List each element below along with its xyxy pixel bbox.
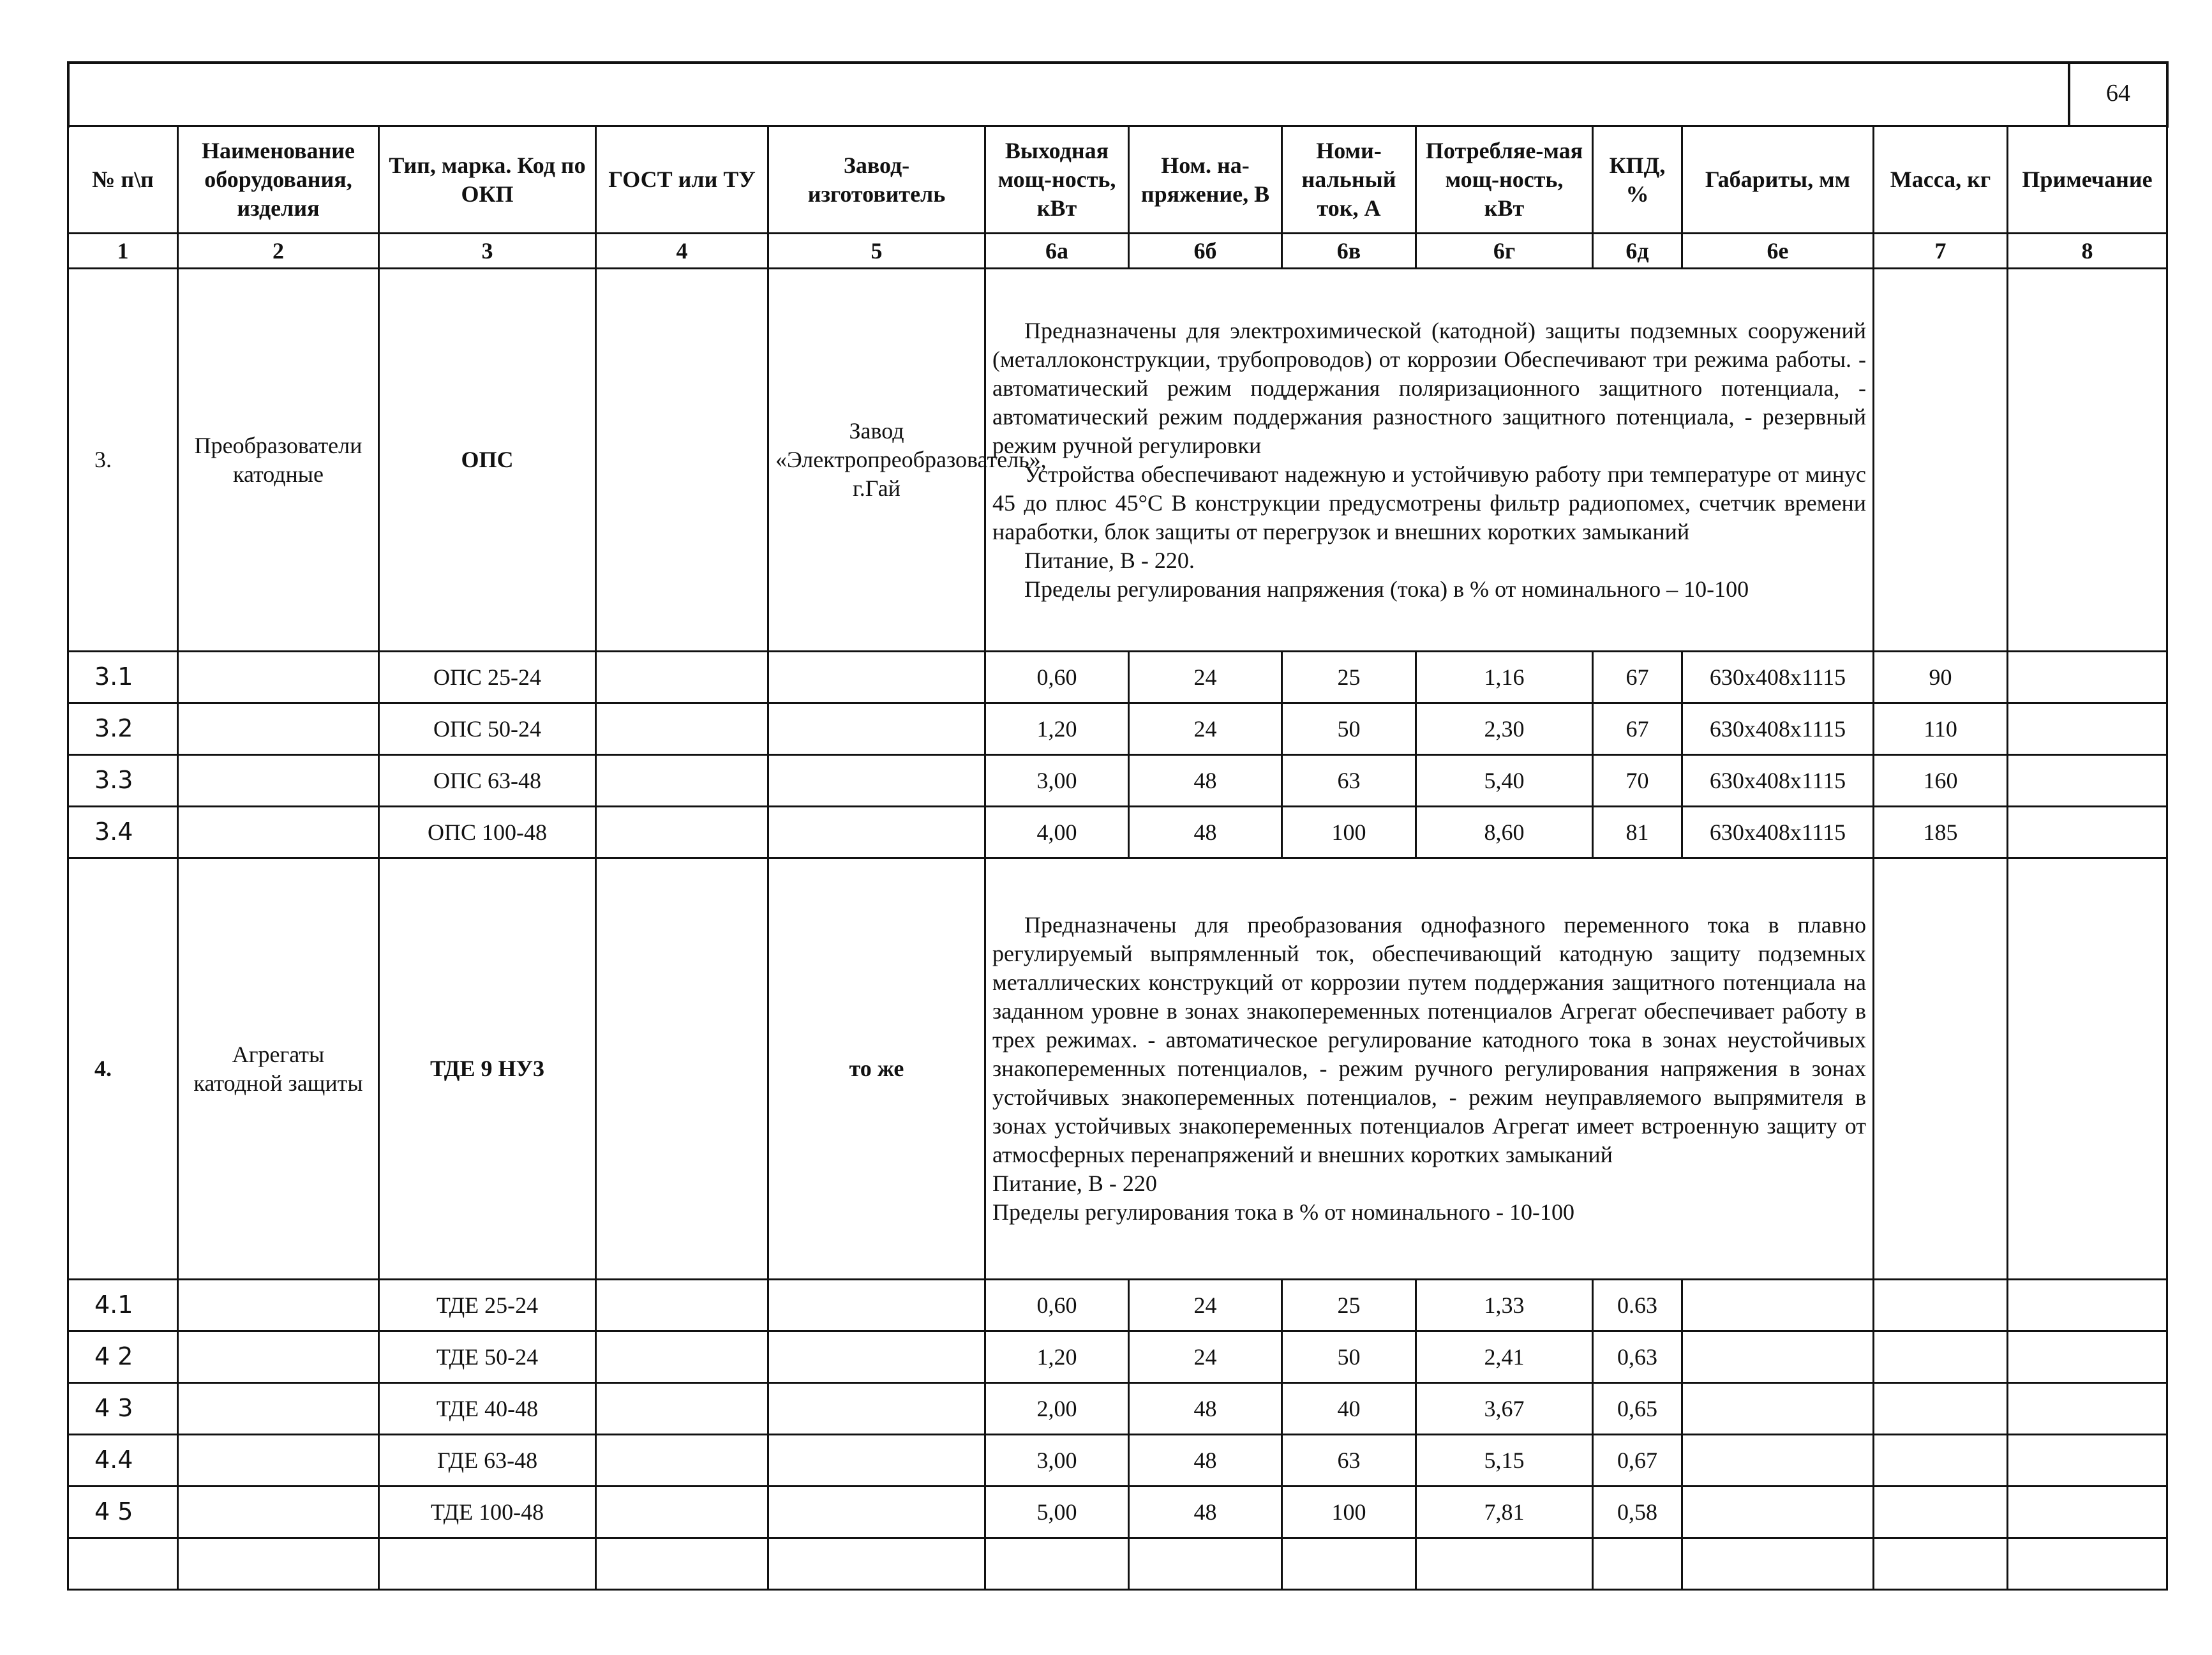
row-dimensions: 630x408x1115 — [1682, 807, 1874, 858]
empty-cell — [2008, 1538, 2167, 1590]
row-mass — [1874, 1331, 2008, 1383]
row-name — [178, 703, 379, 755]
row-input-power: 1,33 — [1416, 1280, 1593, 1331]
header-cell: Ном. на-пряжение, В — [1129, 126, 1282, 234]
row-efficiency: 0,63 — [1593, 1331, 1682, 1383]
row-number: 3.1 — [68, 652, 178, 703]
header-cell: Масса, кг — [1874, 126, 2008, 234]
row-output-power: 1,20 — [985, 1331, 1129, 1383]
column-number: 4 — [596, 234, 768, 269]
row-number: 4 5 — [68, 1487, 178, 1538]
header-cell: Тип, марка. Код по ОКП — [379, 126, 596, 234]
empty-cell — [1129, 1538, 1282, 1590]
description-paragraph: Предназначены для электрохимической (катодной) защиты подземных сооружений (металлоконструкции, трубопроводов) от коррозии Обеспечивают три режима работы. - автоматический режим поддержания поляризационного защитного потенциала, - автоматический режим поддержания разностного защитного потенциала, - резервный режим ручной регулировки — [992, 317, 1866, 458]
row-current: 63 — [1282, 1435, 1416, 1487]
regulation-range-text: Пределы регулирования тока в % от номинального - 10-100 — [992, 1199, 1575, 1225]
column-number-row — [68, 234, 2167, 269]
row-voltage: 48 — [1129, 1435, 1282, 1487]
row-output-power: 1,20 — [985, 703, 1129, 755]
row-manufacturer — [768, 652, 985, 703]
row-gost — [596, 1331, 768, 1383]
row-efficiency: 0,58 — [1593, 1487, 1682, 1538]
column-number: 6д — [1593, 234, 1682, 269]
row-type: ОПС 100-48 — [379, 807, 596, 858]
row-note — [2008, 1487, 2167, 1538]
row-mass — [1874, 1280, 2008, 1331]
header-cell: Габариты, мм — [1682, 126, 1874, 234]
row-gost — [596, 703, 768, 755]
column-number: 3 — [379, 234, 596, 269]
empty-cell — [1282, 1538, 1416, 1590]
row-mass: 185 — [1874, 807, 2008, 858]
row-current: 50 — [1282, 703, 1416, 755]
row-number: 4.4 — [68, 1435, 178, 1487]
group-manufacturer: Завод «Электропреобразователь», г.Гай — [768, 269, 985, 652]
row-dimensions — [1682, 1383, 1874, 1435]
table-row — [68, 703, 2167, 755]
empty-cell — [379, 1538, 596, 1590]
row-voltage: 24 — [1129, 1280, 1282, 1331]
row-note — [2008, 755, 2167, 807]
page-number: 64 — [2068, 61, 2166, 125]
row-dimensions: 630x408x1115 — [1682, 652, 1874, 703]
empty-cell — [985, 1538, 1129, 1590]
header-cell: Выходная мощ-ность, кВт — [985, 126, 1129, 234]
row-number: 3.2 — [68, 703, 178, 755]
row-dimensions — [1682, 1331, 1874, 1383]
row-gost — [596, 1487, 768, 1538]
table-row — [68, 652, 2167, 703]
column-number: 6а — [985, 234, 1129, 269]
row-manufacturer — [768, 755, 985, 807]
column-number: 6е — [1682, 234, 1874, 269]
row-mass — [1874, 1383, 2008, 1435]
row-input-power: 1,16 — [1416, 652, 1593, 703]
row-output-power: 3,00 — [985, 1435, 1129, 1487]
group-row-3 — [68, 269, 2167, 652]
equipment-table — [67, 125, 2168, 1591]
header-cell: № п\п — [68, 126, 178, 234]
row-output-power: 4,00 — [985, 807, 1129, 858]
column-number: 6г — [1416, 234, 1593, 269]
row-mass: 90 — [1874, 652, 2008, 703]
row-gost — [596, 755, 768, 807]
header-cell: КПД, % — [1593, 126, 1682, 234]
row-voltage: 48 — [1129, 1487, 1282, 1538]
header-cell: Наименование оборудования, изделия — [178, 126, 379, 234]
row-name — [178, 1331, 379, 1383]
row-type: ОПС 50-24 — [379, 703, 596, 755]
header-cell: ГОСТ или ТУ — [596, 126, 768, 234]
row-manufacturer — [768, 1280, 985, 1331]
row-efficiency: 67 — [1593, 652, 1682, 703]
row-dimensions — [1682, 1435, 1874, 1487]
row-note — [2008, 1280, 2167, 1331]
regulation-range-text: Пределы регулирования напряжения (тока) в % от номинального – 10-100 — [1024, 576, 1749, 602]
group-number: 3. — [68, 269, 178, 652]
table-row — [68, 1331, 2167, 1383]
column-number: 6б — [1129, 234, 1282, 269]
header-cell: Завод-изготовитель — [768, 126, 985, 234]
row-input-power: 2,41 — [1416, 1331, 1593, 1383]
group-gost — [596, 269, 768, 652]
row-output-power: 0,60 — [985, 1280, 1129, 1331]
row-voltage: 24 — [1129, 703, 1282, 755]
row-mass — [1874, 1435, 2008, 1487]
row-current: 25 — [1282, 652, 1416, 703]
row-name — [178, 1383, 379, 1435]
row-dimensions: 630x408x1115 — [1682, 703, 1874, 755]
empty-cell — [1874, 1538, 2008, 1590]
row-output-power: 2,00 — [985, 1383, 1129, 1435]
row-manufacturer — [768, 1487, 985, 1538]
row-output-power: 5,00 — [985, 1487, 1129, 1538]
row-type: ОПС 25-24 — [379, 652, 596, 703]
group-row-4 — [68, 858, 2167, 1280]
row-gost — [596, 1383, 768, 1435]
row-voltage: 24 — [1129, 1331, 1282, 1383]
row-name — [178, 807, 379, 858]
table-row-empty — [68, 1538, 2167, 1590]
row-input-power: 5,15 — [1416, 1435, 1593, 1487]
row-efficiency: 0.63 — [1593, 1280, 1682, 1331]
row-note — [2008, 807, 2167, 858]
row-current: 100 — [1282, 807, 1416, 858]
row-note — [2008, 703, 2167, 755]
row-manufacturer — [768, 1435, 985, 1487]
row-mass: 160 — [1874, 755, 2008, 807]
row-manufacturer — [768, 1383, 985, 1435]
group-name: Преобразователи катодные — [178, 269, 379, 652]
row-gost — [596, 652, 768, 703]
row-note — [2008, 652, 2167, 703]
row-input-power: 5,40 — [1416, 755, 1593, 807]
row-voltage: 48 — [1129, 1383, 1282, 1435]
header-cell: Примечание — [2008, 126, 2167, 234]
row-current: 100 — [1282, 1487, 1416, 1538]
row-efficiency: 70 — [1593, 755, 1682, 807]
row-output-power: 3,00 — [985, 755, 1129, 807]
table-row — [68, 1435, 2167, 1487]
empty-cell — [1593, 1538, 1682, 1590]
row-name — [178, 652, 379, 703]
row-dimensions — [1682, 1280, 1874, 1331]
table-row — [68, 807, 2167, 858]
header-cell: Номи-нальный ток, А — [1282, 126, 1416, 234]
empty-cell — [68, 1538, 178, 1590]
row-type: ТДЕ 50-24 — [379, 1331, 596, 1383]
row-manufacturer — [768, 703, 985, 755]
row-gost — [596, 1435, 768, 1487]
table-row — [68, 755, 2167, 807]
column-number: 6в — [1282, 234, 1416, 269]
group-manufacturer: то же — [768, 858, 985, 1280]
row-current: 40 — [1282, 1383, 1416, 1435]
row-manufacturer — [768, 807, 985, 858]
row-name — [178, 755, 379, 807]
row-current: 63 — [1282, 755, 1416, 807]
description-paragraph: Устройства обеспечивают надежную и устойчивую работу при температуре от минус 45 до плюс 45°С В конструкции предусмотрены фильтр радиопомех, счетчик времени наработки, блок защиты от перегрузок и внешних коротких замыканий — [992, 461, 1866, 544]
row-name — [178, 1280, 379, 1331]
empty-cell — [1416, 1538, 1593, 1590]
column-number: 7 — [1874, 234, 2008, 269]
row-type: ТДЕ 100-48 — [379, 1487, 596, 1538]
row-mass — [1874, 1487, 2008, 1538]
row-current: 25 — [1282, 1280, 1416, 1331]
group-note — [2008, 858, 2167, 1280]
row-name — [178, 1435, 379, 1487]
row-input-power: 2,30 — [1416, 703, 1593, 755]
row-manufacturer — [768, 1331, 985, 1383]
page-frame — [67, 61, 2169, 128]
row-number: 3.3 — [68, 755, 178, 807]
row-gost — [596, 1280, 768, 1331]
row-type: ОПС 63-48 — [379, 755, 596, 807]
column-number: 5 — [768, 234, 985, 269]
row-voltage: 48 — [1129, 755, 1282, 807]
group-type: ОПС — [379, 269, 596, 652]
table-row — [68, 1487, 2167, 1538]
row-input-power: 3,67 — [1416, 1383, 1593, 1435]
row-current: 50 — [1282, 1331, 1416, 1383]
row-name — [178, 1487, 379, 1538]
row-efficiency: 81 — [1593, 807, 1682, 858]
row-output-power: 0,60 — [985, 652, 1129, 703]
group-description — [985, 858, 1874, 1280]
row-type: ГДЕ 63-48 — [379, 1435, 596, 1487]
empty-cell — [596, 1538, 768, 1590]
row-number: 4.1 — [68, 1280, 178, 1331]
row-voltage: 48 — [1129, 807, 1282, 858]
row-voltage: 24 — [1129, 652, 1282, 703]
row-note — [2008, 1331, 2167, 1383]
row-mass: 110 — [1874, 703, 2008, 755]
empty-cell — [178, 1538, 379, 1590]
row-dimensions — [1682, 1487, 1874, 1538]
row-efficiency: 0,65 — [1593, 1383, 1682, 1435]
table-row — [68, 1383, 2167, 1435]
group-name: Агрегаты катодной защиты — [178, 858, 379, 1280]
row-input-power: 8,60 — [1416, 807, 1593, 858]
row-gost — [596, 807, 768, 858]
group-description — [985, 269, 1874, 652]
row-number: 4 3 — [68, 1383, 178, 1435]
power-supply-text: Питание, В - 220 — [992, 1171, 1157, 1196]
row-type: ТДЕ 25-24 — [379, 1280, 596, 1331]
group-gost — [596, 858, 768, 1280]
group-note — [2008, 269, 2167, 652]
column-number: 1 — [68, 234, 178, 269]
row-efficiency: 67 — [1593, 703, 1682, 755]
column-number: 8 — [2008, 234, 2167, 269]
group-type: ТДЕ 9 НУ3 — [379, 858, 596, 1280]
header-row — [68, 126, 2167, 234]
table-row — [68, 1280, 2167, 1331]
description-paragraph: Предназначены для преобразования однофазного переменного тока в плавно регулируемый выпрямленный ток, обеспечивающий катодную защиту подземных металлических конструкций от коррозии путем поддержания защитного потенциала на заданном уровне в зонах знакопеременных потенциалов Агрегат обеспечивает работу в трех режимах. - автоматическое регулирование катодного тока в зонах неустойчивых знакопеременных потенциалов, - режим ручного регулирования напряжения в зонах устойчивых знакопеременных потенциалов, - режим неуправляемого выпрямителя в зонах устойчивых знакопеременных потенциалов Агрегат имеет встроенную защиту от атмосферных перенапряжений и внешних коротких замыканий — [992, 912, 1866, 1167]
empty-cell — [1682, 1538, 1874, 1590]
row-number: 4 2 — [68, 1331, 178, 1383]
row-note — [2008, 1435, 2167, 1487]
group-mass — [1874, 858, 2008, 1280]
power-supply-text: Питание, В - 220. — [1024, 547, 1195, 573]
row-number: 3.4 — [68, 807, 178, 858]
group-mass — [1874, 269, 2008, 652]
column-number: 2 — [178, 234, 379, 269]
row-note — [2008, 1383, 2167, 1435]
row-efficiency: 0,67 — [1593, 1435, 1682, 1487]
row-input-power: 7,81 — [1416, 1487, 1593, 1538]
row-type: ТДЕ 40-48 — [379, 1383, 596, 1435]
empty-cell — [768, 1538, 985, 1590]
header-cell: Потребляе-мая мощ-ность, кВт — [1416, 126, 1593, 234]
row-dimensions: 630x408x1115 — [1682, 755, 1874, 807]
group-number: 4. — [68, 858, 178, 1280]
